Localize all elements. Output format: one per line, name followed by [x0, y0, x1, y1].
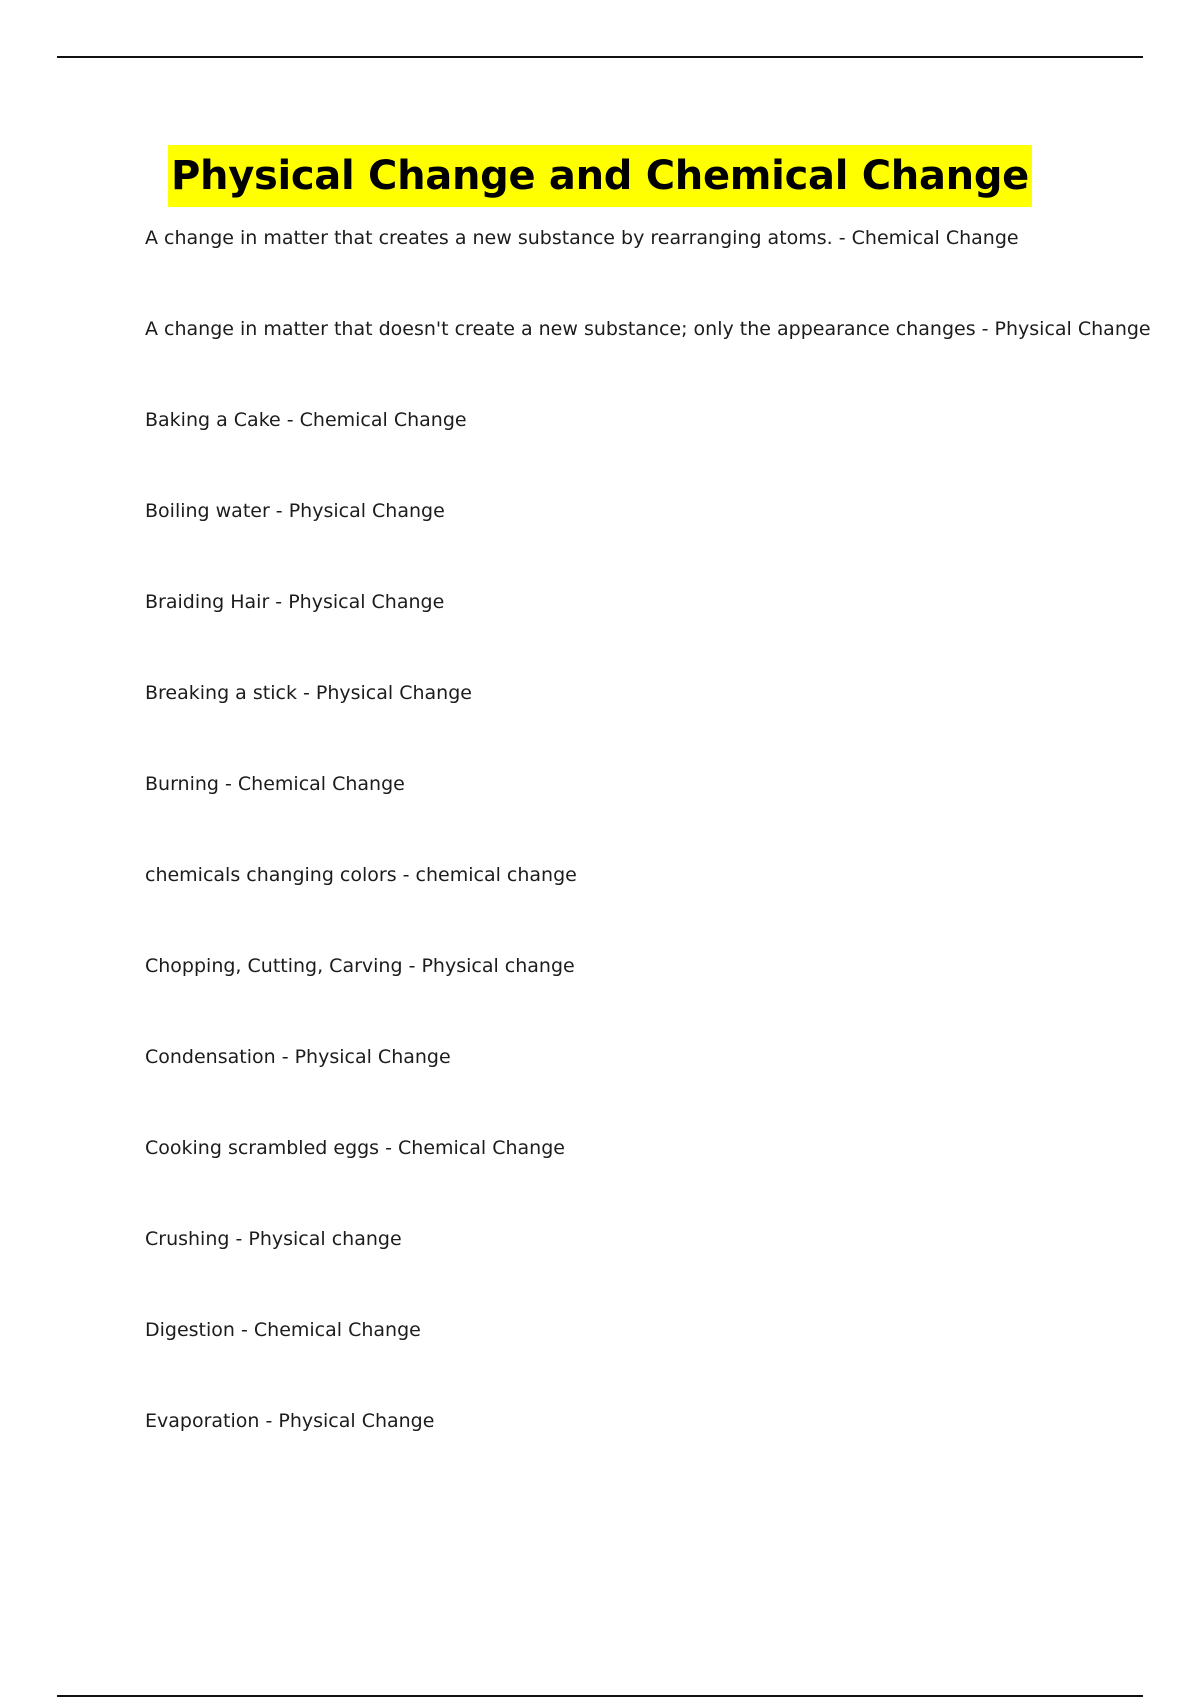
flashcard-list — [145, 224, 1151, 1498]
entry-text: Braiding Hair - Physical Change — [145, 591, 445, 613]
list-item — [145, 497, 1145, 588]
list-item — [145, 861, 1145, 952]
footer-rule — [57, 1695, 1143, 1697]
entry-text: Burning - Chemical Change — [145, 773, 405, 795]
list-item — [145, 1225, 1145, 1316]
list-item — [145, 1134, 1145, 1225]
entry-text: A change in matter that doesn't create a new substance; only the appearance changes - Physical Change — [145, 318, 1151, 340]
list-item — [145, 1043, 1145, 1134]
entry-text: Chopping, Cutting, Carving - Physical change — [145, 955, 575, 977]
entry-text: Evaporation - Physical Change — [145, 1410, 435, 1432]
list-item — [145, 588, 1145, 679]
entry-text: A change in matter that creates a new substance by rearranging atoms. - Chemical Change — [145, 227, 1019, 249]
list-item — [145, 679, 1145, 770]
list-item — [145, 406, 1145, 497]
entry-text: Boiling water - Physical Change — [145, 500, 445, 522]
title-container — [0, 145, 1200, 207]
list-item — [145, 1407, 1145, 1498]
entry-text: Crushing - Physical change — [145, 1228, 402, 1250]
entry-text: chemicals changing colors - chemical change — [145, 864, 577, 886]
list-item — [145, 770, 1145, 861]
list-item — [145, 315, 1151, 406]
list-item — [145, 952, 1145, 1043]
entry-text: Baking a Cake - Chemical Change — [145, 409, 467, 431]
entry-text: Condensation - Physical Change — [145, 1046, 451, 1068]
list-item — [145, 224, 1145, 315]
entry-text: Cooking scrambled eggs - Chemical Change — [145, 1137, 565, 1159]
entry-text: Digestion - Chemical Change — [145, 1319, 421, 1341]
page-title: Physical Change and Chemical Change — [168, 145, 1032, 207]
entry-text: Breaking a stick - Physical Change — [145, 682, 472, 704]
header-rule — [57, 56, 1143, 58]
list-item — [145, 1316, 1145, 1407]
